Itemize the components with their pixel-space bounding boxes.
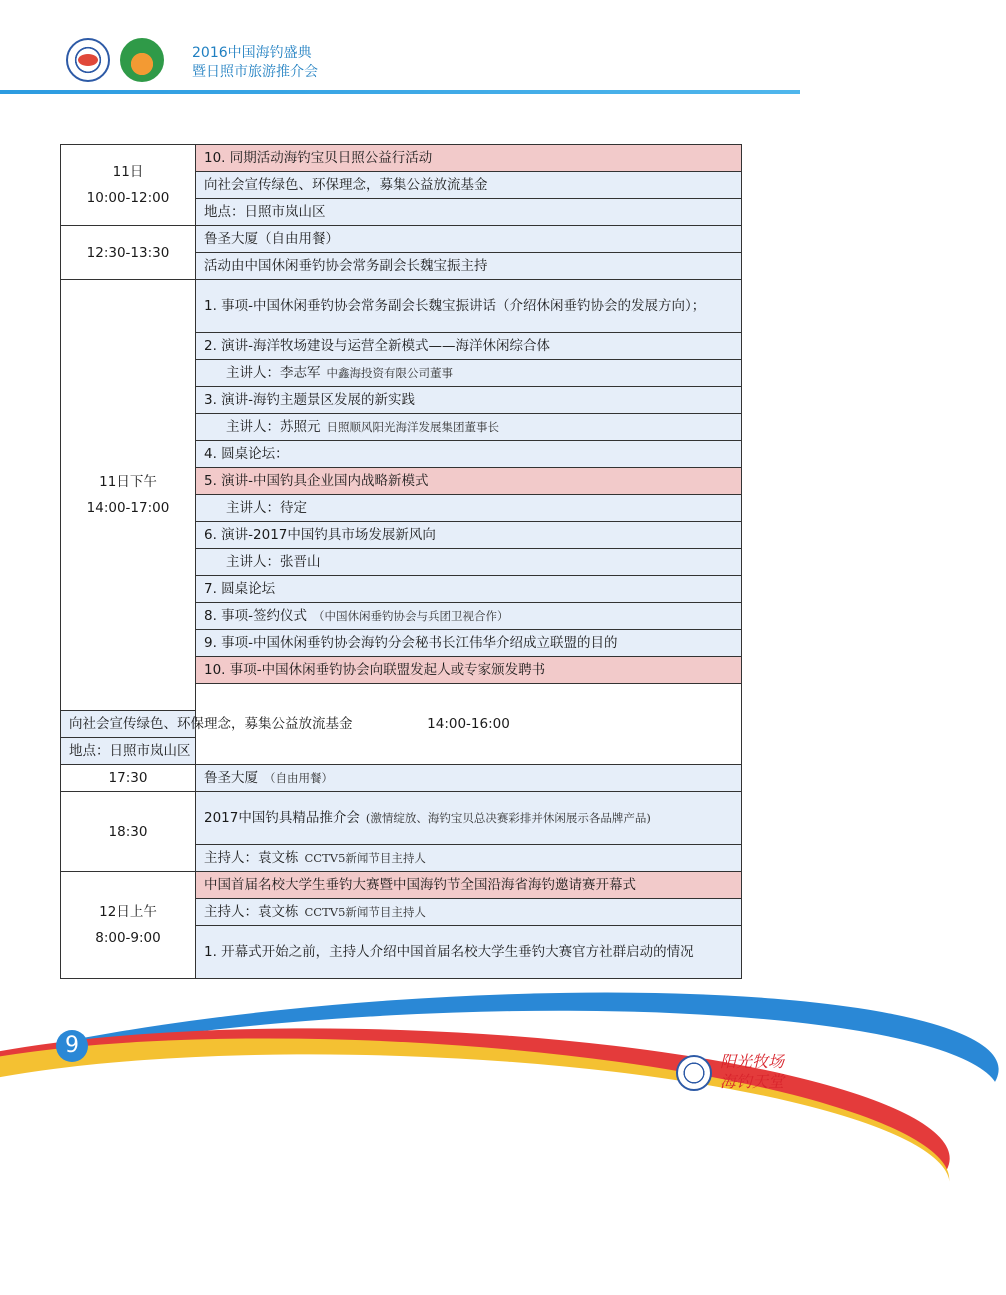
time-cell: 12:30-13:30 — [61, 226, 196, 280]
schedule-item: 主持人：袁文栋 CCTV5新闻节目主持人 — [196, 845, 742, 872]
time-cell: 11日 10:00-12:00 — [61, 145, 196, 226]
table-row — [61, 872, 742, 899]
schedule-item: 鲁圣大厦（自由用餐） — [196, 226, 742, 253]
china-fishing-logo-icon — [66, 38, 110, 82]
page-number: 9 — [56, 1030, 88, 1062]
time-cell: 12日上午 8:00-9:00 — [61, 872, 196, 979]
page-footer — [0, 960, 800, 1094]
schedule-item: 6. 演讲-2017中国钓具市场发展新风向 — [196, 522, 742, 549]
header-divider — [0, 90, 800, 94]
schedule-item: 1. 开幕式开始之前，主持人介绍中国首届名校大学生垂钓大赛官方社群启动的情况 — [196, 926, 742, 979]
schedule-item: 主讲人：李志军 中鑫海投资有限公司董事 — [196, 360, 742, 387]
table-row — [61, 226, 742, 253]
table-row — [61, 280, 742, 333]
schedule-item: 向社会宣传绿色、环保理念，募集公益放流基金 — [196, 172, 742, 199]
schedule-item: 9. 事项-中国休闲垂钓协会海钓分会秘书长江伟华介绍成立联盟的目的 — [196, 630, 742, 657]
page-header — [0, 0, 800, 96]
schedule-item: 地点：日照市岚山区 — [196, 199, 742, 226]
schedule-item: 2017中国钓具精品推介会 (激情绽放、海钓宝贝总决赛彩排并休闲展示各品牌产品) — [196, 792, 742, 845]
table-row — [61, 145, 742, 172]
schedule-item: 5. 演讲-中国钓具企业国内战略新模式 — [196, 468, 742, 495]
time-cell: 17:30 — [61, 765, 196, 792]
schedule-item: 主讲人：待定 — [196, 495, 742, 522]
schedule-item: 中国首届名校大学生垂钓大赛暨中国海钓节全国沿海省海钓邀请赛开幕式 — [196, 872, 742, 899]
footer-logo-icon — [676, 1055, 712, 1091]
schedule-item: 10. 事项-中国休闲垂钓协会向联盟发起人或专家颁发聘书 — [196, 657, 742, 684]
time-cell: 14:00-16:00 — [196, 684, 742, 765]
table-row — [61, 792, 742, 845]
festival-logo-icon — [120, 38, 164, 82]
schedule-item: 主讲人：张晋山 — [196, 549, 742, 576]
header-title — [192, 44, 318, 82]
time-cell: 11日下午 14:00-17:00 — [61, 280, 196, 711]
schedule-item: 地点：日照市岚山区 — [61, 738, 196, 765]
schedule-item: 8. 事项-签约仪式 （中国休闲垂钓协会与兵团卫视合作） — [196, 603, 742, 630]
footer-slogan: 阳光牧场 海钓天堂 — [720, 1052, 785, 1091]
schedule-item: 10. 同期活动海钓宝贝日照公益行活动 — [196, 145, 742, 172]
header-title-line2: 暨日照市旅游推介会 — [192, 64, 318, 80]
schedule-item: 主讲人：苏照元 日照顺风阳光海洋发展集团董事长 — [196, 414, 742, 441]
schedule-item: 4. 圆桌论坛： — [196, 441, 742, 468]
schedule-table — [60, 144, 742, 979]
schedule-item: 7. 圆桌论坛 — [196, 576, 742, 603]
schedule-item: 1. 事项-中国休闲垂钓协会常务副会长魏宝振讲话（介绍休闲垂钓协会的发展方向）； — [196, 280, 742, 333]
schedule-item: 活动由中国休闲垂钓协会常务副会长魏宝振主持 — [196, 253, 742, 280]
schedule-item: 2. 演讲-海洋牧场建设与运营全新模式——海洋休闲综合体 — [196, 333, 742, 360]
time-cell: 18:30 — [61, 792, 196, 872]
schedule-item: 鲁圣大厦 （自由用餐） — [196, 765, 742, 792]
header-title-line1: 2016中国海钓盛典 — [192, 45, 312, 61]
schedule-item: 主持人：袁文栋 CCTV5新闻节目主持人 — [196, 899, 742, 926]
schedule-item: 向社会宣传绿色、环保理念，募集公益放流基金 — [61, 711, 196, 738]
table-row — [61, 765, 742, 792]
schedule-item: 3. 演讲-海钓主题景区发展的新实践 — [196, 387, 742, 414]
